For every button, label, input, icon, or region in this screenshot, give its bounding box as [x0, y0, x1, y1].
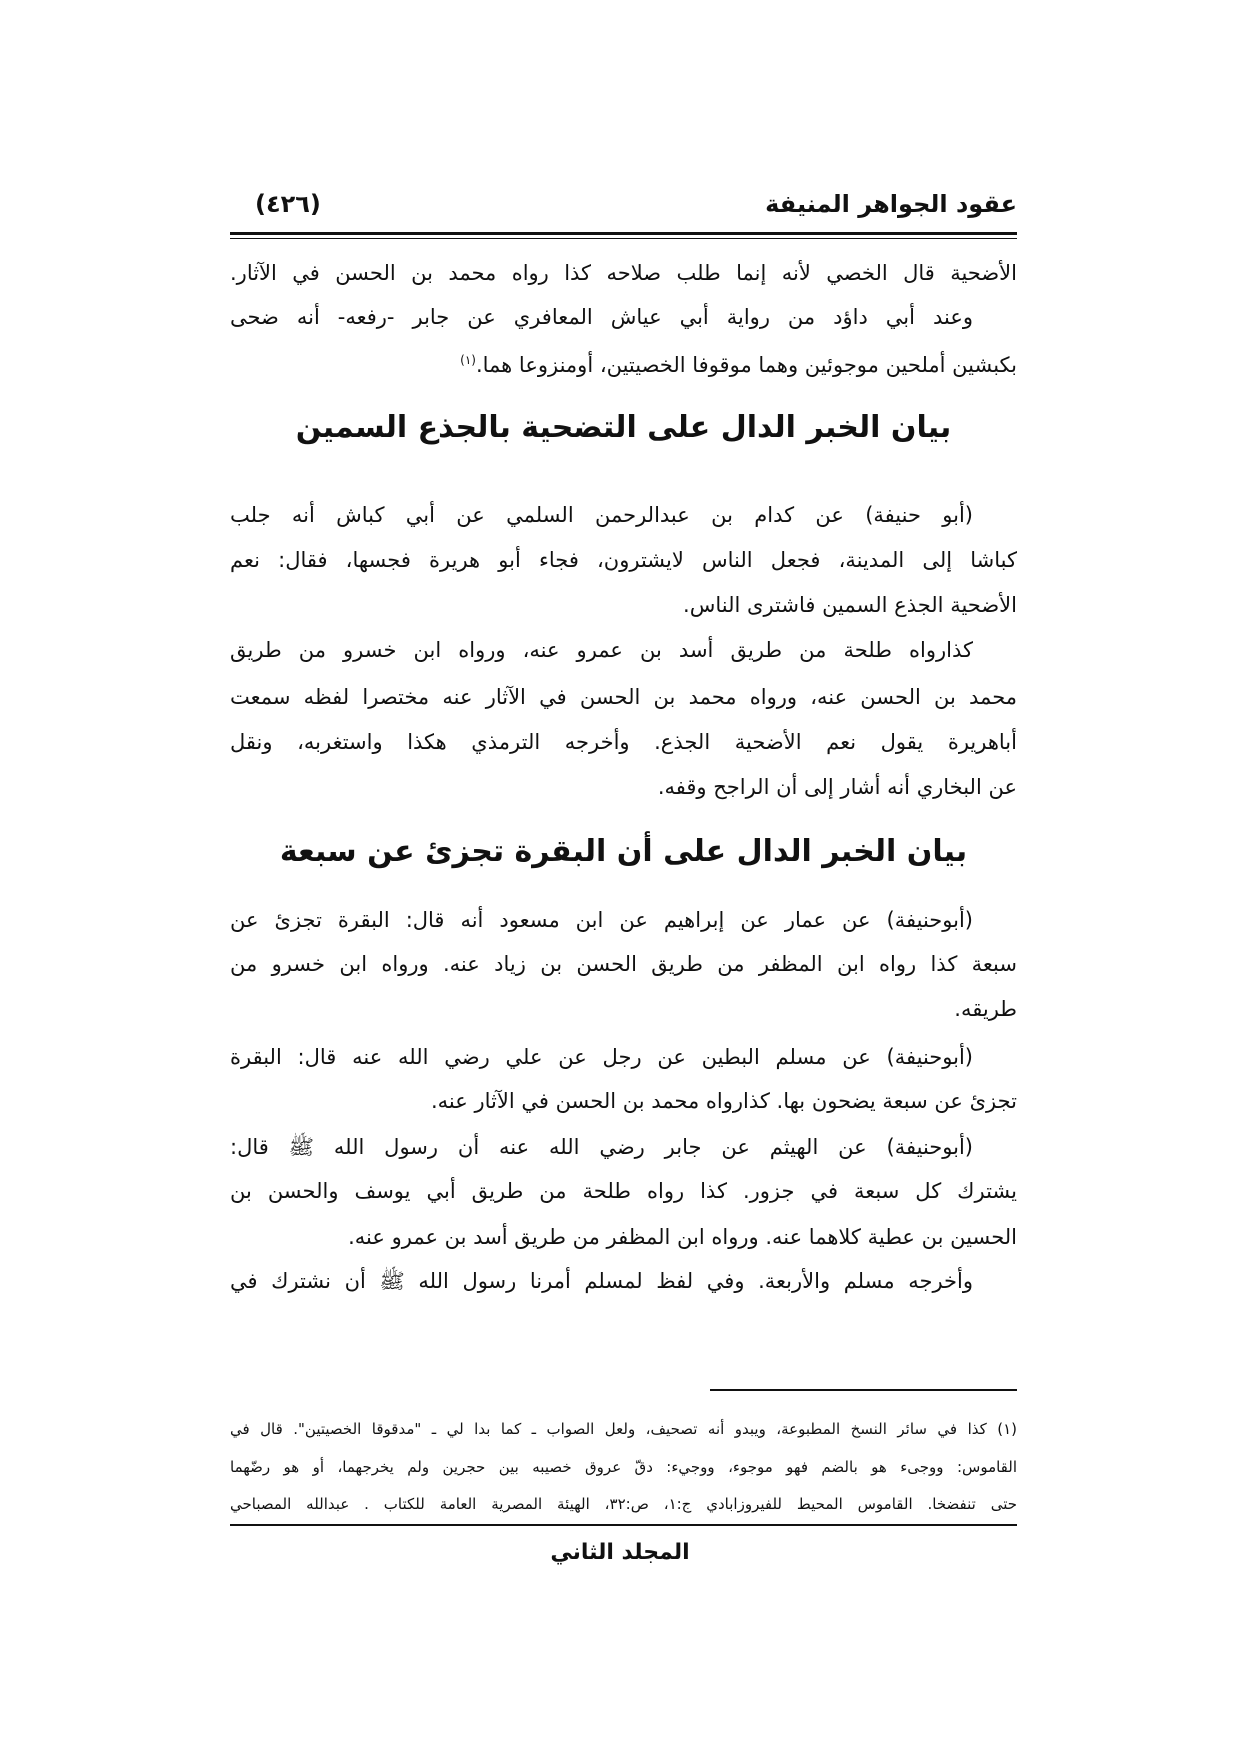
running-title: عقود الجواهر المنيفة	[765, 190, 1017, 218]
footnote-line: القاموس: ووجىء هو بالضم فهو موجوء، ووجيء: دقّ عروق خصيبه بين حجرين ولم يخرجهما، أو هو رضّهما	[230, 1458, 1017, 1476]
body-line: كذارواه طلحة من طريق أسد بن عمرو عنه، ورواه ابن خسرو من طريق	[230, 638, 973, 662]
section-heading: بيان الخبر الدال على أن البقرة تجزئ عن سبعة	[279, 834, 968, 869]
body-line: وأخرجه مسلم والأربعة. وفي لفظ لمسلم أمرنا رسول الله ﷺ أن نشترك في	[230, 1269, 973, 1293]
body-line: الحسين بن عطية كلاهما عنه. ورواه ابن المظفر من طريق أسد بن عمرو عنه.	[348, 1225, 1017, 1249]
body-line: الأضحية الجذع السمين فاشترى الناس.	[683, 593, 1017, 617]
body-line: أباهريرة يقول نعم الأضحية الجذع. وأخرجه الترمذي هكذا واستغربه، ونقل	[230, 730, 1017, 754]
body-line	[230, 345, 1017, 375]
body-line: سبعة كذا رواه ابن المظفر من طريق الحسن بن زياد عنه. ورواه ابن خسرو من	[230, 952, 1017, 976]
body-line: وعند أبي داؤد من رواية أبي عياش المعافري عن جابر -رفعه- أنه ضحى	[230, 305, 973, 329]
body-line: (أبوحنيفة) عن عمار عن إبراهيم عن ابن مسعود أنه قال: البقرة تجزئ عن	[230, 908, 973, 932]
body-line: (أبوحنيفة) عن مسلم البطين عن رجل عن علي رضي الله عنه قال: البقرة	[230, 1045, 973, 1069]
body-line: (أبوحنيفة) عن الهيثم عن جابر رضي الله عنه أن رسول الله ﷺ قال:	[230, 1135, 973, 1159]
body-line: طريقه.	[954, 997, 1017, 1021]
footnote-separator	[710, 1389, 1017, 1391]
body-line: تجزئ عن سبعة يضحون بها. كذارواه محمد بن الحسن في الآثار عنه.	[431, 1089, 1017, 1113]
body-line: عن البخاري أنه أشار إلى أن الراجح وقفه.	[657, 775, 1017, 799]
body-line: كباشا إلى المدينة، فجعل الناس لايشترون، فجاء أبو هريرة فجسها، فقال: نعم	[230, 548, 1017, 572]
footer-rule	[230, 1524, 1017, 1526]
body-line: يشترك كل سبعة في جزور. كذا رواه طلحة من طريق أبي يوسف والحسن بن	[230, 1179, 1017, 1203]
footnote-marker[interactable]: (١)	[460, 353, 476, 367]
footnote-line: حتى تنفضخا. القاموس المحيط للفيروزابادي ج:١، ص:٣٢، الهيئة المصرية العامة للكتاب . عبدالله المصباحي	[230, 1495, 1017, 1513]
header-rule-top	[230, 232, 1017, 235]
volume-label: المجلد الثاني	[550, 1540, 690, 1565]
body-text: بكبشين أملحين موجوئين وهما موقوفا الخصيتين، أومنزوعا هما.	[475, 353, 1017, 377]
section-heading: بيان الخبر الدال على التضحية بالجذع السمين	[295, 410, 952, 445]
body-line: محمد بن الحسن عنه، ورواه محمد بن الحسن في الآثار عنه مختصرا لفظه سمعت	[230, 685, 1017, 709]
header-rule-bottom	[230, 238, 1017, 239]
page-number: (٤٢٦)	[255, 190, 321, 218]
body-line: الأضحية قال الخصي لأنه إنما طلب صلاحه كذا رواه محمد بن الحسن في الآثار.	[230, 261, 1017, 285]
footnote-line: (١) كذا في سائر النسخ المطبوعة، ويبدو أنه تصحيف، ولعل الصواب ـ كما بدا لي ـ "مدقوقا الخصيتين". قال في	[230, 1420, 1017, 1438]
body-line: (أبو حنيفة) عن كدام بن عبدالرحمن السلمي عن أبي كباش أنه جلب	[230, 503, 973, 527]
